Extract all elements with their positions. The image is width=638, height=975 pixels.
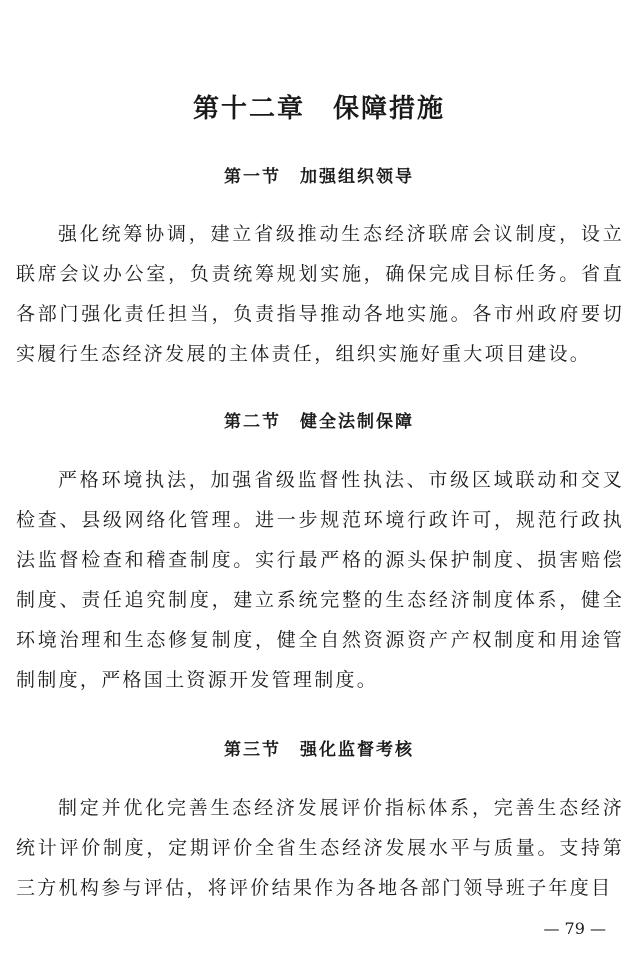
section-1-paragraph: 强化统筹协调，建立省级推动生态经济联席会议制度，设立联席会议办公室，负责统筹规划实施，确保完成目标任务。省直各部门强化责任担当，负责指导推动各地实施。各市州政府要切实履行生态经济发展的主体责任，组织实施好重大项目建设。 xyxy=(16,223,624,365)
section-title-2: 第二节 健全法制保障 xyxy=(224,412,414,432)
section-3-paragraph: 制定并优化完善生态经济发展评价指标体系，完善生态经济统计评价制度，定期评价全省生态经济发展水平与质量。支持第三方机构参与评估，将评价结果作为各地各部门领导班子年度目 xyxy=(16,797,624,899)
section-title-1: 第一节 加强组织领导 xyxy=(224,167,414,187)
section-2-paragraph: 严格环境执法，加强省级监督性执法、市级区域联动和交叉检查、县级网络化管理。进一步规范环境行政许可，规范行政执法监督检查和稽查制度。实行最严格的源头保护制度、损害赔偿制度、责任追究制度，建立系统完整的生态经济制度体系，健全环境治理和生态修复制度，健全自然资源资产产权制度和用途管制制度，严格国土资源开发管理制度。 xyxy=(16,469,624,691)
page-number: — 79 — xyxy=(543,919,606,938)
section-title-3: 第三节 强化监督考核 xyxy=(224,740,414,760)
chapter-title: 第十二章 保障措施 xyxy=(192,94,445,124)
